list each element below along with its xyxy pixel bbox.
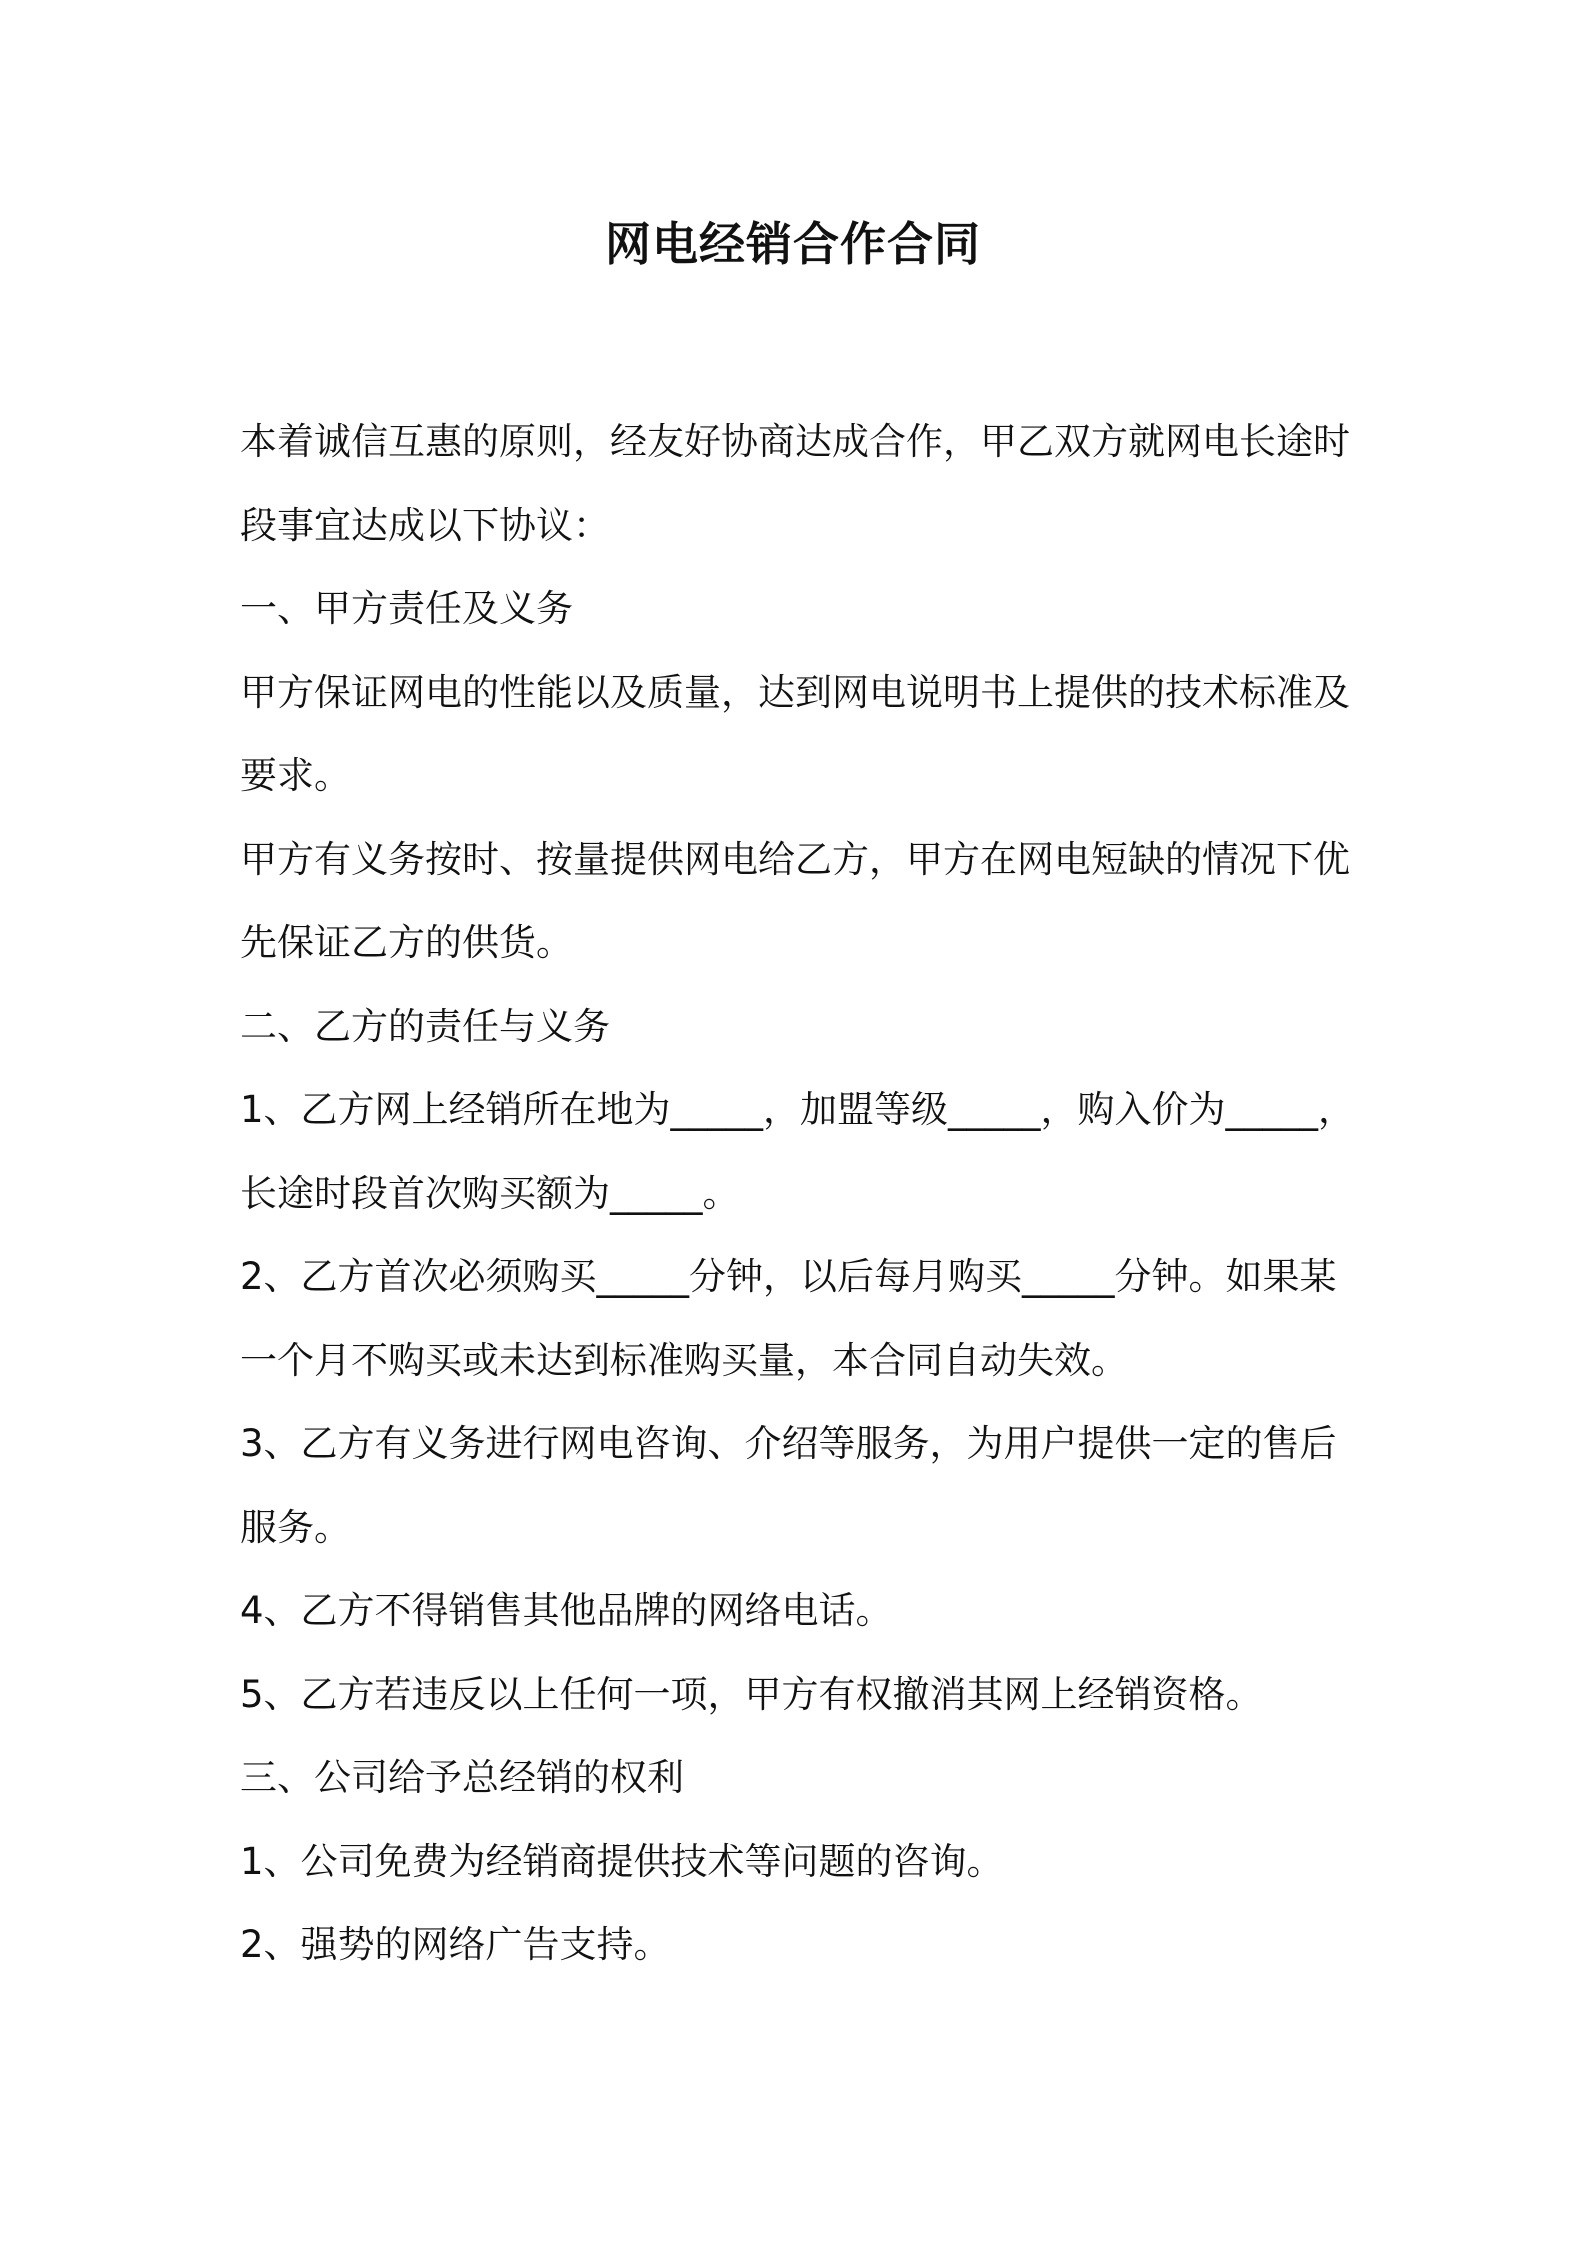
document-title: 网电经销合作合同 — [605, 217, 981, 271]
clause-b-1: 1、乙方网上经销所在地为_____，加盟等级_____，购入价为_____，长途时段首次购买额为_____。 — [240, 1088, 1356, 1215]
paragraph-party-a-supply: 甲方有义务按时、按量提供网电给乙方，甲方在网电短缺的情况下优先保证乙方的供货。 — [240, 837, 1350, 964]
section-heading-company-rights: 三、公司给予总经销的权利 — [240, 1756, 684, 1799]
clause-c-2: 2、强势的网络广告支持。 — [240, 1923, 671, 1966]
section-heading-party-b: 二、乙方的责任与义务 — [240, 1004, 610, 1048]
clause-c-1: 1、公司免费为经销商提供技术等问题的咨询。 — [240, 1839, 1004, 1883]
paragraph-party-a-quality: 甲方保证网电的性能以及质量，达到网电说明书上提供的技术标准及要求。 — [240, 670, 1350, 797]
clause-b-3: 3、乙方有义务进行网电咨询、介绍等服务，为用户提供一定的售后服务。 — [240, 1422, 1337, 1549]
intro-paragraph: 本着诚信互惠的原则，经友好协商达成合作，甲乙双方就网电长途时段事宜达成以下协议： — [240, 420, 1350, 547]
section-heading-party-a: 一、甲方责任及义务 — [240, 587, 573, 630]
clause-b-5: 5、乙方若违反以上任何一项，甲方有权撤消其网上经销资格。 — [240, 1672, 1263, 1716]
document-body — [240, 400, 1360, 1987]
clause-b-4: 4、乙方不得销售其他品牌的网络电话。 — [240, 1589, 893, 1632]
clause-b-2: 2、乙方首次必须购买_____分钟，以后每月购买_____分钟。如果某一个月不购买或未达到标准购买量，本合同自动失效。 — [240, 1255, 1337, 1382]
